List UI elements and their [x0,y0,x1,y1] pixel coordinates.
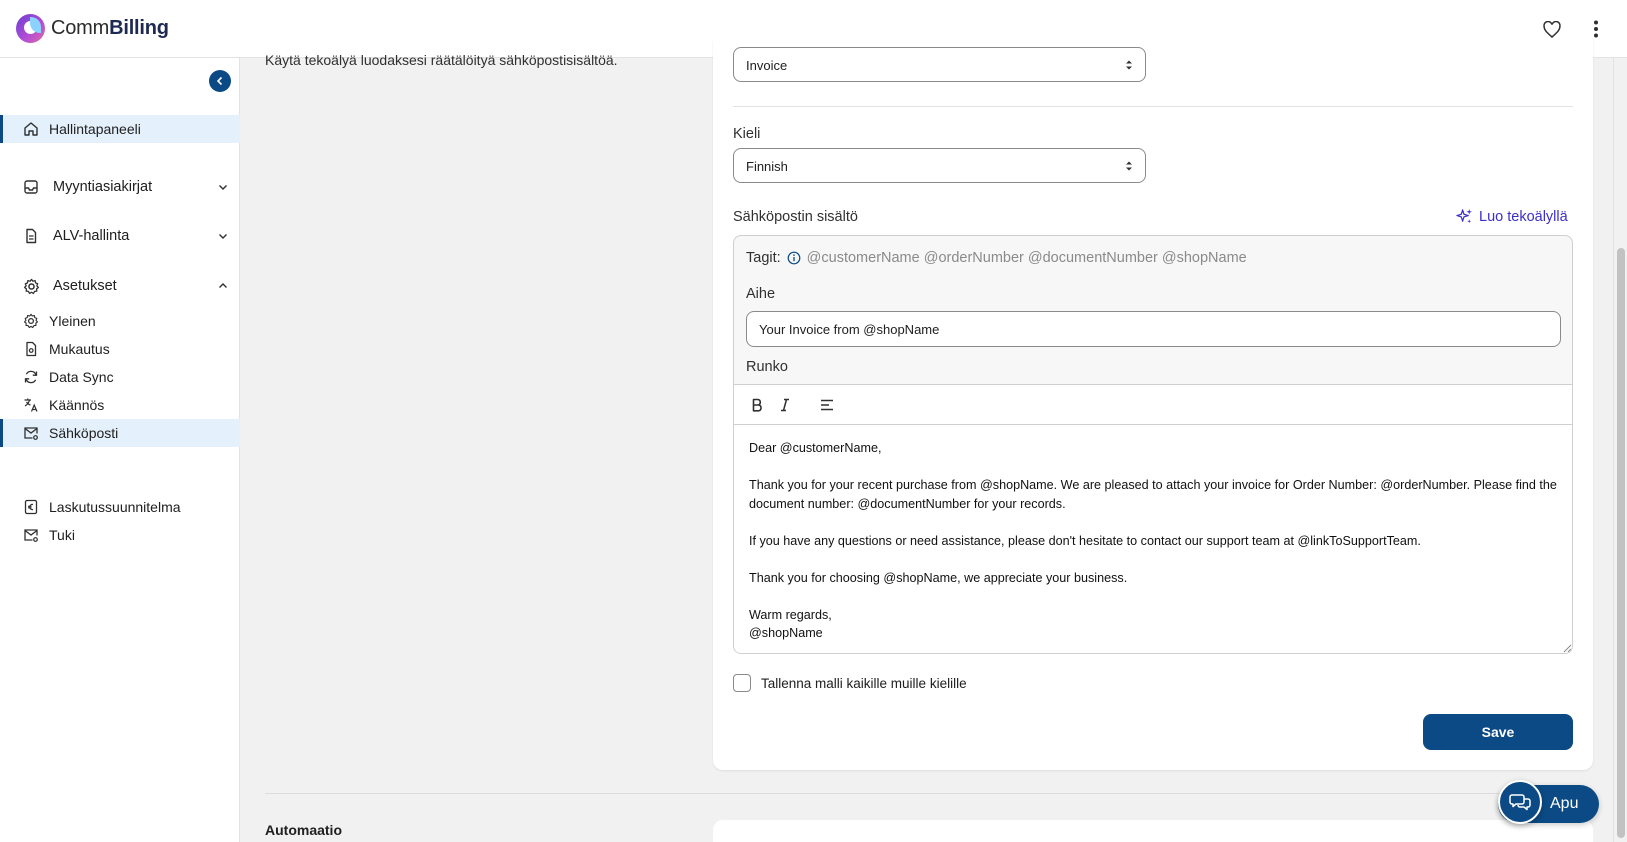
translate-icon [22,396,40,414]
body-paragraph: Thank you for your recent purchase from @shopName. We are pleased to attach your invoice for Order Number: @orderNumber. Please find the document number: @documentNumber for your records. [749,478,1557,511]
italic-button[interactable] [776,396,794,414]
sidebar-item-label: Sähköposti [49,425,119,441]
divider [733,106,1573,107]
scrollbar-thumb[interactable] [1617,248,1625,838]
select-arrows-icon [1125,160,1133,172]
email-content-label: Sähköpostin sisältö [733,209,858,225]
euro-document-icon [22,498,40,516]
page-scrollbar[interactable] [1613,58,1627,842]
sidebar [0,58,240,842]
save-button[interactable]: Save [1423,714,1573,750]
sidebar-item-label: Myyntiasiakirjat [53,179,153,195]
email-icon [22,526,40,544]
body-paragraph: Warm regards, [749,607,832,622]
sidebar-item-data-sync[interactable] [0,363,240,391]
select-arrows-icon [1125,59,1133,71]
chevron-up-icon [216,279,230,293]
sidebar-item-vat[interactable] [0,222,240,250]
template-select-value: Invoice [746,58,788,73]
subject-input[interactable] [746,311,1561,347]
sidebar-item-general[interactable] [0,307,240,335]
inbox-icon [22,178,40,196]
email-settings-icon [22,424,40,442]
sidebar-item-label: Mukautus [49,341,110,357]
sidebar-item-dashboard[interactable] [0,115,240,143]
app-logo[interactable] [16,14,169,43]
help-label: Apu [1550,795,1579,812]
body-paragraph: Thank you for choosing @shopName, we appreciate your business. [749,570,1128,585]
email-body-editor[interactable] [734,425,1573,654]
bold-button[interactable] [748,396,766,414]
chat-bubble-button[interactable] [1498,780,1542,824]
sidebar-collapse-button[interactable] [209,70,231,92]
editor-toolbar [734,384,1573,425]
chevron-left-icon [215,76,225,86]
refresh-icon [22,368,40,386]
sidebar-item-billing-plan[interactable] [0,493,240,521]
logo-mark-icon [16,14,45,43]
chevron-down-icon [216,180,230,194]
body-label: Runko [746,359,788,375]
home-icon [22,120,40,138]
heart-icon[interactable] [1541,18,1563,40]
document-icon [22,227,40,245]
subject-label: Aihe [746,286,776,302]
tags-label: Tagit: [746,250,781,266]
section-description: Käytä tekoälyä luodaksesi räätälöityä sähköpostisisältöä. [265,52,618,68]
sidebar-item-settings[interactable] [0,272,240,300]
more-vertical-icon[interactable] [1585,18,1607,40]
generate-with-ai-button[interactable] [1456,208,1568,225]
gear-icon [22,312,40,330]
logo-text: CommBilling [51,17,169,39]
sidebar-item-label: Yleinen [49,313,96,329]
chevron-down-icon [216,229,230,243]
italic-icon [778,398,792,412]
document-gear-icon [22,340,40,358]
sidebar-item-translation[interactable] [0,391,240,419]
sparkles-icon [1456,208,1473,225]
sidebar-item-support[interactable] [0,521,240,549]
checkbox-box[interactable] [733,674,751,692]
sidebar-item-label: Hallintapaneeli [49,121,141,137]
body-paragraph: @shopName [749,626,823,640]
language-select-value: Finnish [746,159,788,174]
sidebar-item-label: Tuki [49,527,75,543]
align-button[interactable] [818,396,836,414]
sidebar-item-label: Laskutussuunnitelma [49,499,181,515]
body-paragraph: Dear @customerName, [749,441,882,455]
chat-icon [1509,792,1531,812]
bold-icon [750,398,764,412]
tags-row [746,250,1247,266]
section-divider [265,793,1593,794]
sidebar-item-email[interactable] [0,419,240,447]
automation-heading: Automaatio [265,822,342,838]
sidebar-item-label: Käännös [49,397,105,413]
info-icon[interactable] [787,251,801,265]
subject-value: Your Invoice from @shopName [759,322,940,337]
resize-handle-icon[interactable] [1562,643,1572,653]
sidebar-item-customization[interactable] [0,335,240,363]
tags-values: @customerName @orderNumber @documentNumber @shopName [806,250,1247,266]
sidebar-item-label: ALV-hallinta [53,228,130,244]
gear-icon [22,277,40,295]
sidebar-item-label: Data Sync [49,369,114,385]
language-label: Kieli [733,126,761,142]
email-editor [733,235,1573,654]
template-select[interactable] [733,47,1146,82]
language-select[interactable] [733,148,1146,183]
generate-with-ai-label: Luo tekoälyllä [1479,208,1568,225]
align-left-icon [820,398,835,412]
sidebar-item-label: Asetukset [53,278,117,294]
checkbox-label: Tallenna malli kaikille muille kielille [761,675,967,691]
sidebar-item-sales-documents[interactable] [0,173,240,201]
automation-card [713,820,1593,842]
save-all-languages-checkbox[interactable] [733,674,967,692]
body-paragraph: If you have any questions or need assistance, please don't hesitate to contact our support team at @linkToSupportTeam. [749,533,1421,548]
